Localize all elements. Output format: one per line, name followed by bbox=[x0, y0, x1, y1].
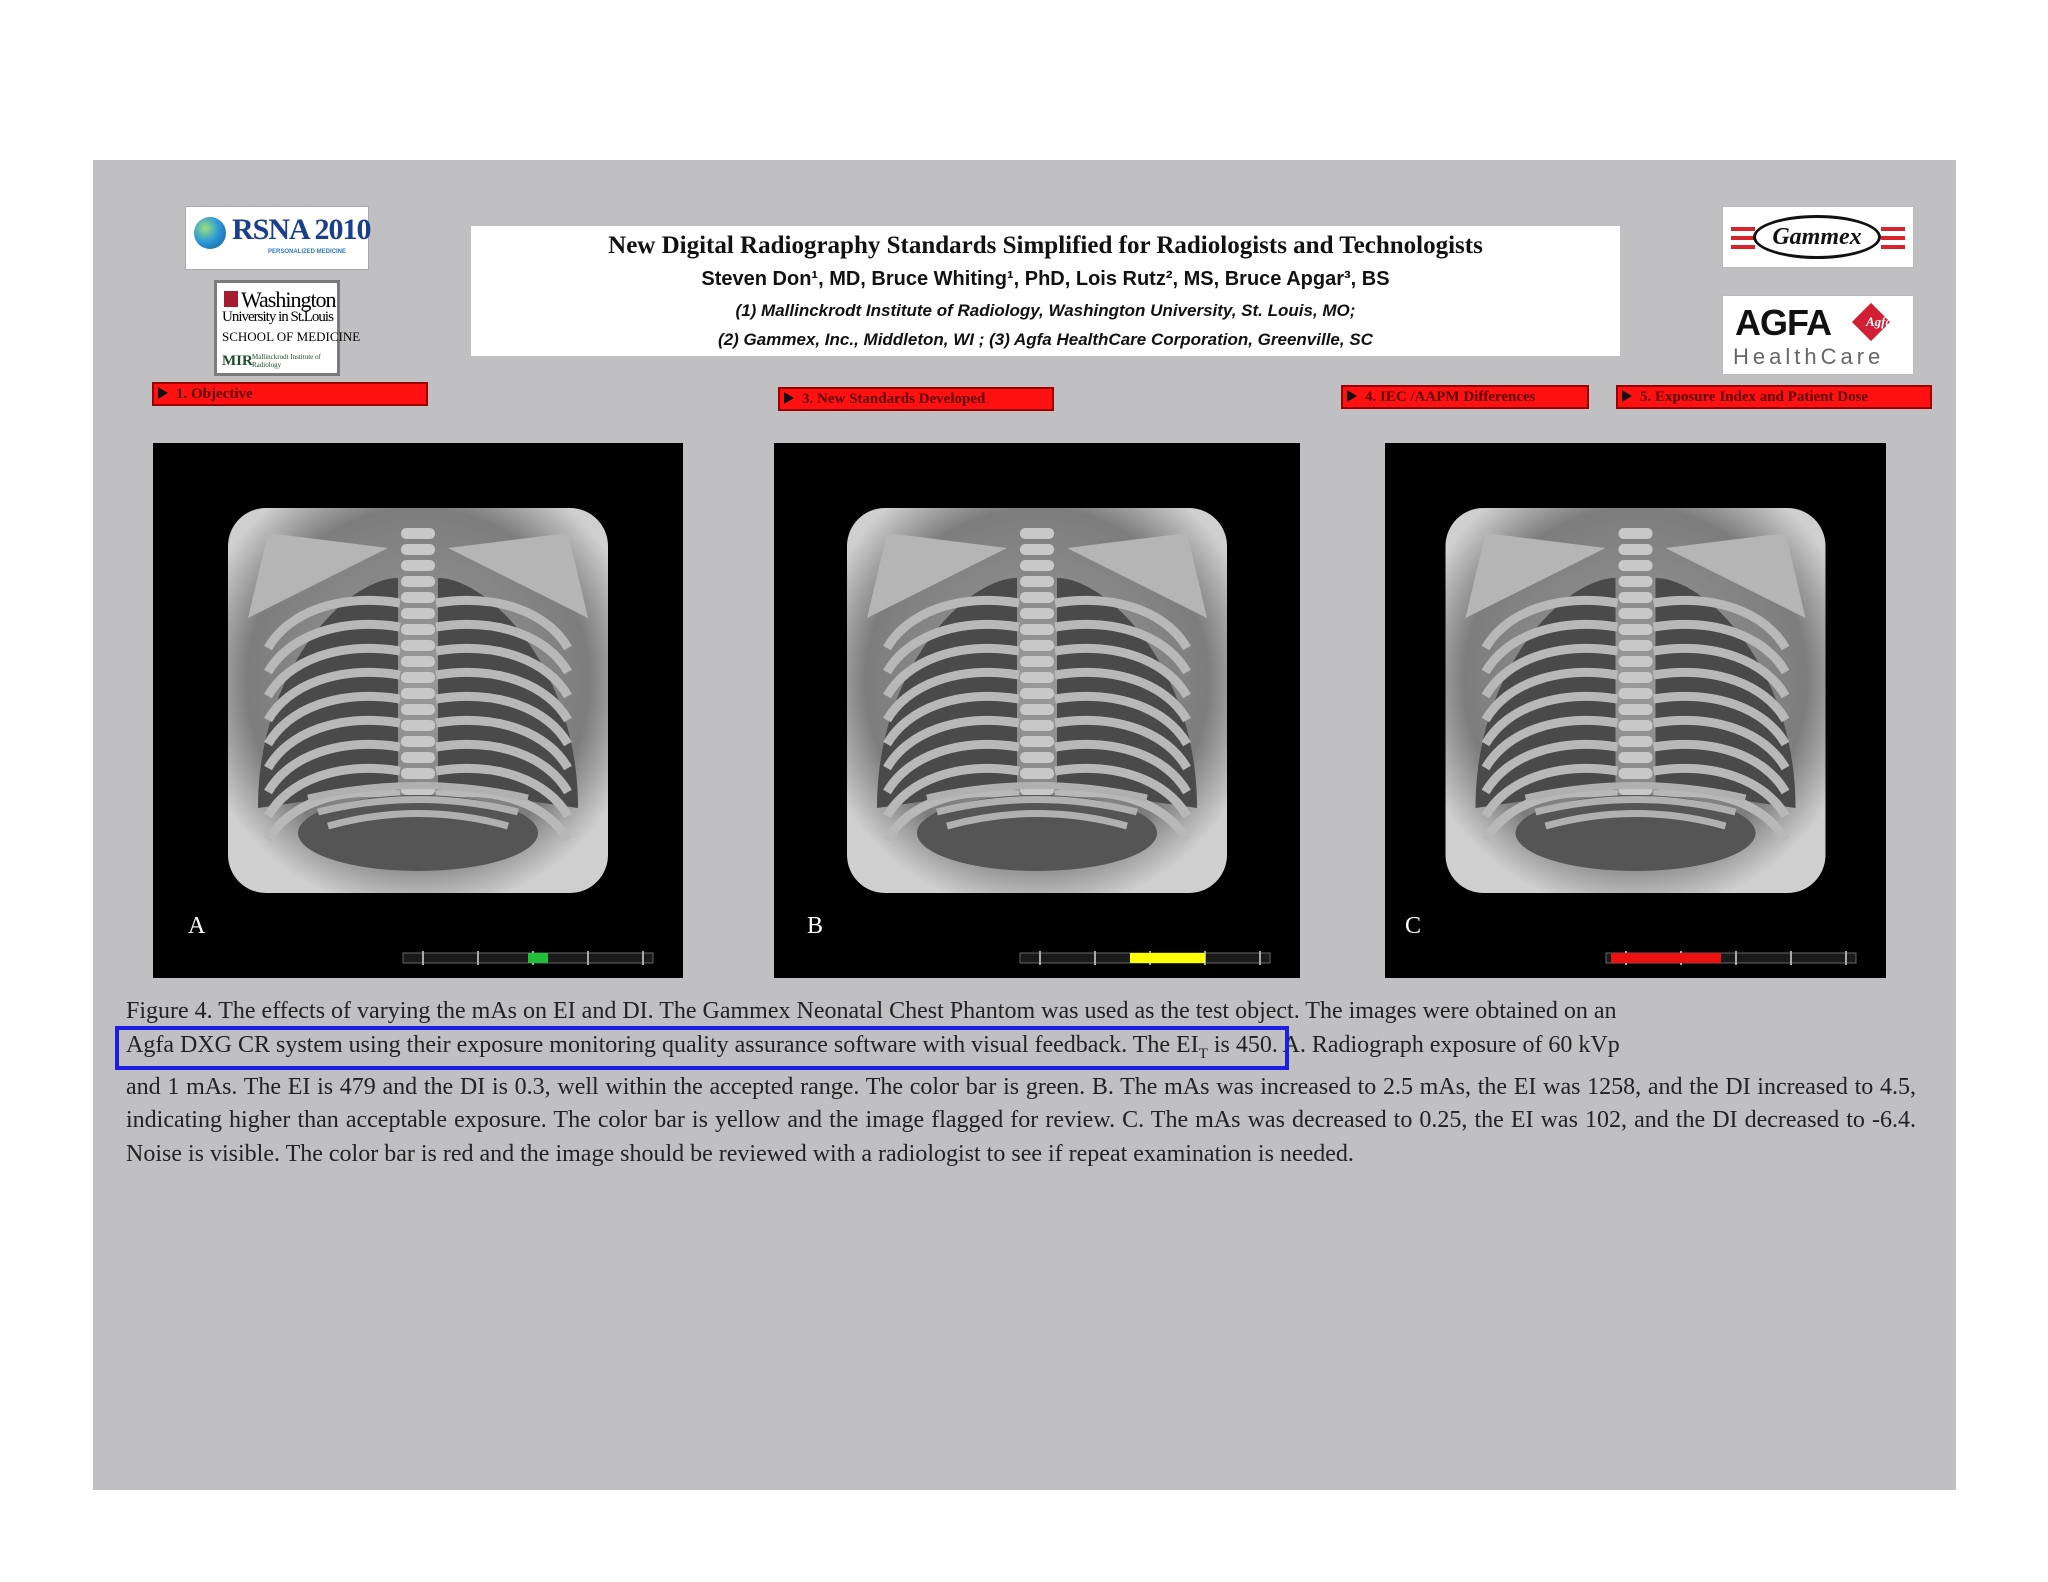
stripe-icon bbox=[1881, 227, 1905, 231]
affiliation-2: (2) Gammex, Inc., Middleton, WI ; (3) Agfa HealthCare Corporation, Greenville, SC bbox=[718, 330, 1373, 349]
stripe-icon bbox=[1731, 227, 1755, 231]
play-arrow-icon bbox=[158, 387, 168, 399]
vertebra bbox=[401, 752, 435, 763]
nav-label: 4. IEC /AAPM Differences bbox=[1365, 389, 1536, 405]
vertebra bbox=[1020, 624, 1054, 635]
vertebra bbox=[401, 560, 435, 571]
play-arrow-icon bbox=[1622, 390, 1632, 402]
mir-subtext: Mallinckrodt Institute of Radiology bbox=[252, 353, 321, 369]
caption-line-1: Figure 4. The effects of varying the mAs on EI and DI. The Gammex Neonatal Chest Phantom was used as the test object. The images were obtained on an bbox=[126, 998, 1617, 1024]
vertebra bbox=[401, 768, 435, 779]
exposure-bar-indicator bbox=[528, 953, 548, 963]
vertebra bbox=[401, 704, 435, 715]
vertebra bbox=[1619, 624, 1653, 635]
stripe-icon bbox=[1881, 245, 1905, 249]
nav-label: 1. Objective bbox=[176, 386, 253, 402]
agfa-mark-text: Agfa bbox=[1866, 314, 1892, 329]
stripe-icon bbox=[1731, 236, 1755, 240]
vertebra bbox=[401, 608, 435, 619]
affiliation-1: (1) Mallinckrodt Institute of Radiology, Washington University, St. Louis, MO; bbox=[735, 301, 1356, 320]
nav-button-exposure-index[interactable] bbox=[1616, 385, 1932, 409]
vertebra bbox=[1619, 704, 1653, 715]
caption-body: and 1 mAs. The EI is 479 and the DI is 0.3, well within the accepted range. The color bar is green. B. The mAs was increased to 2.5 mAs, the EI was 1258, and the DI increased to 4.5, indicating higher than acceptable exposure. The color bar is yellow and the image flagged for review. C. The mAs was decreased to 0.25, the EI was 102, and the DI decreased to -6.4. Noise is visible. The color bar is red and the image should be reviewed with a radiologist to see if repeat examination is needed. bbox=[126, 1073, 1916, 1167]
vertebra bbox=[401, 624, 435, 635]
caption-text: is 450. A. Radiograph exposure of 60 kVp bbox=[1207, 1031, 1620, 1058]
vertebra bbox=[401, 672, 435, 683]
vertebra bbox=[1619, 768, 1653, 779]
exposure-bar-indicator bbox=[1130, 953, 1205, 963]
globe-icon bbox=[194, 217, 226, 249]
vertebra bbox=[1020, 608, 1054, 619]
vertebra bbox=[1619, 640, 1653, 651]
caption-subscript: T bbox=[1198, 1045, 1208, 1062]
exposure-bar-indicator bbox=[1611, 953, 1721, 963]
vertebra bbox=[1619, 688, 1653, 699]
caption-text: The EI bbox=[1127, 1031, 1199, 1058]
agfa-logo-text: AGFA bbox=[1735, 302, 1832, 343]
vertebra bbox=[1619, 752, 1653, 763]
vertebra bbox=[401, 576, 435, 587]
stripe-icon bbox=[1881, 236, 1905, 240]
vertebra bbox=[1020, 672, 1054, 683]
vertebra bbox=[401, 640, 435, 651]
rsna-tagline: PERSONALIZED MEDICINE bbox=[268, 249, 347, 255]
rsna-logo bbox=[185, 206, 369, 270]
vertebra bbox=[1619, 576, 1653, 587]
agfa-subtext: HealthCare bbox=[1733, 344, 1885, 369]
panel-letter: B bbox=[807, 913, 824, 939]
nav-button-new-standards[interactable] bbox=[778, 387, 1054, 411]
gammex-logo bbox=[1722, 206, 1914, 268]
xray-panel-a bbox=[153, 443, 683, 978]
xray-image bbox=[1385, 443, 1886, 978]
vertebra bbox=[1619, 672, 1653, 683]
vertebra bbox=[1619, 736, 1653, 747]
play-arrow-icon bbox=[1347, 390, 1357, 402]
vertebra bbox=[1619, 560, 1653, 571]
vertebra bbox=[1619, 608, 1653, 619]
vertebra bbox=[1020, 528, 1054, 539]
xray-panel-c bbox=[1385, 443, 1886, 978]
washu-line2: University in St.Louis bbox=[222, 309, 333, 325]
authors: Steven Don¹, MD, Bruce Whiting¹, PhD, Lois Rutz², MS, Bruce Apgar³, BS bbox=[701, 268, 1390, 290]
vertebra bbox=[1619, 544, 1653, 555]
vertebra bbox=[1020, 592, 1054, 603]
poster-title: New Digital Radiography Standards Simplified for Radiologists and Technologists bbox=[608, 232, 1483, 259]
vertebra bbox=[401, 528, 435, 539]
xray-image bbox=[774, 443, 1300, 978]
vertebra bbox=[1020, 736, 1054, 747]
vertebra bbox=[401, 736, 435, 747]
vertebra bbox=[401, 544, 435, 555]
panel-letter: C bbox=[1405, 913, 1422, 939]
xray-panel-b bbox=[774, 443, 1300, 978]
vertebra bbox=[401, 688, 435, 699]
vertebra bbox=[401, 720, 435, 731]
vertebra bbox=[401, 592, 435, 603]
stripe-icon bbox=[1731, 245, 1755, 249]
gammex-logo-text: Gammex bbox=[1753, 215, 1881, 259]
vertebra bbox=[1020, 704, 1054, 715]
agfa-logo bbox=[1722, 295, 1914, 375]
vertebra bbox=[1619, 592, 1653, 603]
xray-image bbox=[153, 443, 683, 978]
washu-line1: Washington bbox=[241, 287, 336, 312]
nav-button-objective[interactable] bbox=[152, 382, 428, 406]
washu-logo bbox=[214, 280, 361, 376]
nav-label: 3. New Standards Developed bbox=[802, 391, 986, 407]
figure-caption bbox=[126, 995, 1916, 1171]
title-box bbox=[471, 226, 1620, 356]
vertebra bbox=[1020, 576, 1054, 587]
vertebra bbox=[1020, 720, 1054, 731]
vertebra bbox=[1020, 768, 1054, 779]
vertebra bbox=[1020, 752, 1054, 763]
vertebra bbox=[1020, 544, 1054, 555]
rsna-logo-text: RSNA 2010 bbox=[232, 213, 371, 246]
highlight-box bbox=[115, 1026, 1289, 1070]
caption-highlight-text: Agfa DXG CR system using their exposure monitoring quality assurance software with visual feedback. bbox=[126, 1031, 1128, 1058]
vertebra bbox=[401, 656, 435, 667]
panel-letter: A bbox=[188, 913, 206, 939]
vertebra bbox=[1020, 656, 1054, 667]
vertebra bbox=[1020, 640, 1054, 651]
play-arrow-icon bbox=[784, 392, 794, 404]
nav-button-iec-aapm[interactable] bbox=[1341, 385, 1589, 409]
vertebra bbox=[1619, 656, 1653, 667]
vertebra bbox=[1619, 528, 1653, 539]
vertebra bbox=[1619, 720, 1653, 731]
vertebra bbox=[1020, 560, 1054, 571]
crest-icon bbox=[224, 291, 238, 307]
vertebra bbox=[1020, 688, 1054, 699]
nav-label: 5. Exposure Index and Patient Dose bbox=[1640, 389, 1869, 405]
mir-logo-text: MIR bbox=[222, 353, 253, 369]
washu-line3: SCHOOL OF MEDICINE bbox=[222, 329, 361, 344]
